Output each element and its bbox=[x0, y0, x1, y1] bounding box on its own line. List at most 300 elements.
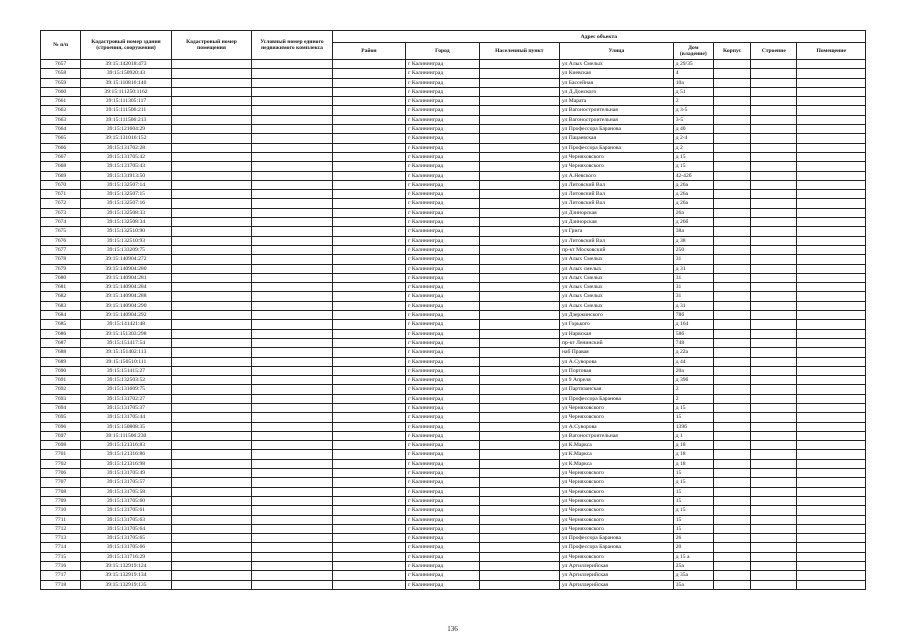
cell-district bbox=[332, 562, 405, 571]
cell-cadastral-premises bbox=[171, 506, 251, 515]
table-row bbox=[41, 152, 866, 161]
cell-house: 15 bbox=[673, 487, 713, 496]
cell-structure bbox=[751, 543, 797, 552]
cell-building bbox=[713, 292, 750, 301]
cell-conditional-number bbox=[252, 524, 332, 533]
cell-conditional-number bbox=[252, 496, 332, 505]
cell-locality bbox=[479, 125, 559, 134]
cell-cadastral-building: 39:15:131705:64 bbox=[81, 524, 172, 533]
cell-structure bbox=[751, 78, 797, 87]
cell-conditional-number bbox=[252, 478, 332, 487]
cell-cadastral-premises bbox=[171, 301, 251, 310]
cell-house: д 26б bbox=[673, 218, 713, 227]
cell-building bbox=[713, 329, 750, 338]
cell-num: 7701 bbox=[41, 450, 81, 459]
cell-conditional-number bbox=[252, 552, 332, 561]
cell-num: 7672 bbox=[41, 199, 81, 208]
cell-cadastral-building: 39:15:132919:134 bbox=[81, 571, 172, 580]
cell-conditional-number bbox=[252, 143, 332, 152]
cell-cadastral-premises bbox=[171, 236, 251, 245]
cell-city: г Калининград bbox=[406, 162, 479, 171]
cell-room bbox=[797, 320, 866, 329]
table-row bbox=[41, 255, 866, 264]
cell-structure bbox=[751, 571, 797, 580]
cell-num: 7667 bbox=[41, 152, 81, 161]
cell-district bbox=[332, 69, 405, 78]
cell-room bbox=[797, 180, 866, 189]
cell-num: 7688 bbox=[41, 348, 81, 357]
cell-structure bbox=[751, 199, 797, 208]
table-row bbox=[41, 506, 866, 515]
cell-city: г Калининград bbox=[406, 506, 479, 515]
cell-district bbox=[332, 143, 405, 152]
cell-street: наб Правая bbox=[560, 348, 674, 357]
cell-district bbox=[332, 348, 405, 357]
cell-num: 7707 bbox=[41, 478, 81, 487]
cell-house: 15 bbox=[673, 524, 713, 533]
cell-num: 7710 bbox=[41, 506, 81, 515]
cell-num: 7658 bbox=[41, 69, 81, 78]
cell-structure bbox=[751, 227, 797, 236]
cell-locality bbox=[479, 338, 559, 347]
cell-num: 7676 bbox=[41, 236, 81, 245]
cell-cadastral-building: 39:15:140904:272 bbox=[81, 255, 172, 264]
cell-cadastral-premises bbox=[171, 115, 251, 124]
table-row bbox=[41, 87, 866, 96]
table-row bbox=[41, 469, 866, 478]
cell-district bbox=[332, 283, 405, 292]
cell-city: г Калининград bbox=[406, 320, 479, 329]
cell-building bbox=[713, 87, 750, 96]
cell-num: 7669 bbox=[41, 171, 81, 180]
cell-building bbox=[713, 469, 750, 478]
cell-room bbox=[797, 450, 866, 459]
cell-building bbox=[713, 255, 750, 264]
cell-district bbox=[332, 320, 405, 329]
cell-cadastral-premises bbox=[171, 459, 251, 468]
cell-district bbox=[332, 152, 405, 161]
cell-conditional-number bbox=[252, 459, 332, 468]
cell-num: 7661 bbox=[41, 97, 81, 106]
cell-cadastral-premises bbox=[171, 134, 251, 143]
cell-locality bbox=[479, 580, 559, 589]
cell-house: 15 bbox=[673, 413, 713, 422]
cell-conditional-number bbox=[252, 543, 332, 552]
cell-num: 7696 bbox=[41, 422, 81, 431]
cell-street: ул Литовский Вал bbox=[560, 190, 674, 199]
table-row bbox=[41, 376, 866, 385]
cell-street: ул Литовский Вал bbox=[560, 180, 674, 189]
cell-structure bbox=[751, 190, 797, 199]
cell-num: 7678 bbox=[41, 255, 81, 264]
cell-district bbox=[332, 199, 405, 208]
cell-cadastral-premises bbox=[171, 366, 251, 375]
cell-building bbox=[713, 143, 750, 152]
cell-street: ул Горького bbox=[560, 320, 674, 329]
cell-structure bbox=[751, 236, 797, 245]
cell-cadastral-premises bbox=[171, 320, 251, 329]
cell-building bbox=[713, 478, 750, 487]
cell-building bbox=[713, 422, 750, 431]
cell-city: г Калининград bbox=[406, 441, 479, 450]
table-header bbox=[41, 31, 866, 60]
cell-room bbox=[797, 143, 866, 152]
cell-structure bbox=[751, 562, 797, 571]
cell-room bbox=[797, 97, 866, 106]
cell-house: 2 bbox=[673, 97, 713, 106]
cell-city: г Калининград bbox=[406, 97, 479, 106]
cell-house: 15 bbox=[673, 496, 713, 505]
cell-house: 15 bbox=[673, 469, 713, 478]
cell-building bbox=[713, 171, 750, 180]
cell-structure bbox=[751, 180, 797, 189]
cell-num: 7687 bbox=[41, 338, 81, 347]
cell-locality bbox=[479, 78, 559, 87]
header-building: Корпус bbox=[713, 43, 750, 60]
cell-structure bbox=[751, 496, 797, 505]
cell-city: г Калининград bbox=[406, 366, 479, 375]
cell-house: д 18 bbox=[673, 441, 713, 450]
cell-locality bbox=[479, 190, 559, 199]
cell-room bbox=[797, 580, 866, 589]
cell-street: ул Алых Смелых bbox=[560, 60, 674, 69]
cell-city: г Калининград bbox=[406, 218, 479, 227]
cell-conditional-number bbox=[252, 134, 332, 143]
cell-city: г Калининград bbox=[406, 171, 479, 180]
cell-locality bbox=[479, 357, 559, 366]
cell-district bbox=[332, 115, 405, 124]
cell-building bbox=[713, 580, 750, 589]
cell-house: 31 bbox=[673, 273, 713, 282]
cell-district bbox=[332, 273, 405, 282]
cell-house: д 40 bbox=[673, 125, 713, 134]
cell-room bbox=[797, 562, 866, 571]
cell-house: 26 bbox=[673, 534, 713, 543]
header-structure: Строение bbox=[751, 43, 797, 60]
table-row bbox=[41, 441, 866, 450]
table-row bbox=[41, 301, 866, 310]
cell-room bbox=[797, 431, 866, 440]
cell-num: 7691 bbox=[41, 376, 81, 385]
cell-house: 748 bbox=[673, 338, 713, 347]
cell-cadastral-building: 39:15:131016:152 bbox=[81, 134, 172, 143]
cell-conditional-number bbox=[252, 385, 332, 394]
cell-structure bbox=[751, 115, 797, 124]
cell-locality bbox=[479, 106, 559, 115]
cell-num: 7694 bbox=[41, 403, 81, 412]
cell-cadastral-building: 39:15:141421:48 bbox=[81, 320, 172, 329]
cell-cadastral-building: 39:15:131705:66 bbox=[81, 543, 172, 552]
cell-room bbox=[797, 571, 866, 580]
cell-street: ул Артиллерийская bbox=[560, 562, 674, 571]
cell-city: г Калининград bbox=[406, 403, 479, 412]
cell-city: г Калининград bbox=[406, 348, 479, 357]
cell-conditional-number bbox=[252, 338, 332, 347]
table-row bbox=[41, 543, 866, 552]
cell-cadastral-building: 39:15:132503:52 bbox=[81, 376, 172, 385]
cell-house: д 38 bbox=[673, 236, 713, 245]
cell-cadastral-premises bbox=[171, 403, 251, 412]
cell-street: ул Профессора Баранова bbox=[560, 543, 674, 552]
cell-room bbox=[797, 301, 866, 310]
cell-building bbox=[713, 348, 750, 357]
cell-district bbox=[332, 413, 405, 422]
cell-num: 7683 bbox=[41, 301, 81, 310]
cell-house: д 22а bbox=[673, 348, 713, 357]
cell-street: ул Черняховского bbox=[560, 552, 674, 561]
cell-locality bbox=[479, 394, 559, 403]
cell-city: г Калининград bbox=[406, 152, 479, 161]
cell-conditional-number bbox=[252, 115, 332, 124]
cell-structure bbox=[751, 208, 797, 217]
cell-district bbox=[332, 441, 405, 450]
table-row bbox=[41, 180, 866, 189]
cell-house: д 39б bbox=[673, 376, 713, 385]
cell-conditional-number bbox=[252, 162, 332, 171]
cell-num: 7715 bbox=[41, 552, 81, 561]
cell-district bbox=[332, 515, 405, 524]
cell-room bbox=[797, 292, 866, 301]
table-row bbox=[41, 487, 866, 496]
cell-num: 7718 bbox=[41, 580, 81, 589]
cell-num: 7659 bbox=[41, 78, 81, 87]
cell-conditional-number bbox=[252, 348, 332, 357]
cell-num: 7716 bbox=[41, 562, 81, 571]
cell-locality bbox=[479, 571, 559, 580]
cell-structure bbox=[751, 152, 797, 161]
cell-num: 7698 bbox=[41, 441, 81, 450]
cell-cadastral-building: 39:15:132510:93 bbox=[81, 236, 172, 245]
table-row bbox=[41, 245, 866, 254]
cell-conditional-number bbox=[252, 97, 332, 106]
cell-house: 20а bbox=[673, 366, 713, 375]
cell-cadastral-premises bbox=[171, 227, 251, 236]
cell-num: 7680 bbox=[41, 273, 81, 282]
cell-cadastral-building: 39:15:131705:61 bbox=[81, 506, 172, 515]
cell-locality bbox=[479, 152, 559, 161]
cell-conditional-number bbox=[252, 580, 332, 589]
cell-street: ул Черняховского bbox=[560, 403, 674, 412]
cell-building bbox=[713, 487, 750, 496]
cell-district bbox=[332, 236, 405, 245]
cell-room bbox=[797, 199, 866, 208]
cell-locality bbox=[479, 171, 559, 180]
cell-house: 20 bbox=[673, 543, 713, 552]
cell-room bbox=[797, 376, 866, 385]
cell-structure bbox=[751, 366, 797, 375]
cell-house: 250 bbox=[673, 245, 713, 254]
cell-house: 4 bbox=[673, 69, 713, 78]
cell-cadastral-premises bbox=[171, 255, 251, 264]
cell-num: 7692 bbox=[41, 385, 81, 394]
cell-cadastral-premises bbox=[171, 385, 251, 394]
cell-cadastral-premises bbox=[171, 338, 251, 347]
cell-room bbox=[797, 478, 866, 487]
cell-locality bbox=[479, 385, 559, 394]
cell-cadastral-building: 39:15:131705:49 bbox=[81, 469, 172, 478]
cell-cadastral-building: 39:15:140904:280 bbox=[81, 264, 172, 273]
table-row bbox=[41, 366, 866, 375]
cell-street: ул Черняховского bbox=[560, 496, 674, 505]
cell-building bbox=[713, 394, 750, 403]
cell-structure bbox=[751, 255, 797, 264]
cell-building bbox=[713, 431, 750, 440]
cell-cadastral-premises bbox=[171, 199, 251, 208]
cell-house: д 15 bbox=[673, 162, 713, 171]
cell-street: ул Черняховского bbox=[560, 413, 674, 422]
cell-room bbox=[797, 487, 866, 496]
cell-conditional-number bbox=[252, 562, 332, 571]
cell-cadastral-building: 39:15:121316:83 bbox=[81, 441, 172, 450]
cell-cadastral-premises bbox=[171, 152, 251, 161]
cell-house: д 26а bbox=[673, 190, 713, 199]
cell-structure bbox=[751, 469, 797, 478]
cell-conditional-number bbox=[252, 236, 332, 245]
cell-cadastral-premises bbox=[171, 450, 251, 459]
cell-building bbox=[713, 227, 750, 236]
cell-cadastral-premises bbox=[171, 487, 251, 496]
cell-structure bbox=[751, 348, 797, 357]
cell-num: 7673 bbox=[41, 208, 81, 217]
cell-city: г Калининград bbox=[406, 125, 479, 134]
cell-room bbox=[797, 125, 866, 134]
cell-locality bbox=[479, 245, 559, 254]
cell-structure bbox=[751, 524, 797, 533]
cell-num: 7695 bbox=[41, 413, 81, 422]
cell-room bbox=[797, 227, 866, 236]
cell-cadastral-building: 39:15:151402:113 bbox=[81, 348, 172, 357]
cell-room bbox=[797, 459, 866, 468]
cell-city: г Калининград bbox=[406, 580, 479, 589]
cell-house: д 2-4 bbox=[673, 134, 713, 143]
cell-building bbox=[713, 115, 750, 124]
cell-room bbox=[797, 515, 866, 524]
cell-city: г Калининград bbox=[406, 143, 479, 152]
cell-cadastral-premises bbox=[171, 162, 251, 171]
cell-locality bbox=[479, 227, 559, 236]
cell-num: 7679 bbox=[41, 264, 81, 273]
cell-structure bbox=[751, 552, 797, 561]
cell-locality bbox=[479, 292, 559, 301]
cell-building bbox=[713, 301, 750, 310]
cell-room bbox=[797, 264, 866, 273]
cell-street: ул Литовский Вал bbox=[560, 199, 674, 208]
cell-district bbox=[332, 469, 405, 478]
cell-street: ул Бассейная bbox=[560, 78, 674, 87]
cell-conditional-number bbox=[252, 469, 332, 478]
cell-num: 7684 bbox=[41, 311, 81, 320]
cell-locality bbox=[479, 273, 559, 282]
cell-conditional-number bbox=[252, 218, 332, 227]
cell-building bbox=[713, 283, 750, 292]
cell-district bbox=[332, 571, 405, 580]
cell-num: 7671 bbox=[41, 190, 81, 199]
cell-cadastral-premises bbox=[171, 143, 251, 152]
cell-locality bbox=[479, 255, 559, 264]
header-cadastral-building: Кадастровый номер здания (строения, сооружения) bbox=[81, 31, 172, 60]
cell-city: г Калининград bbox=[406, 264, 479, 273]
cell-building bbox=[713, 459, 750, 468]
cell-cadastral-premises bbox=[171, 534, 251, 543]
cell-conditional-number bbox=[252, 301, 332, 310]
cell-conditional-number bbox=[252, 190, 332, 199]
cell-room bbox=[797, 87, 866, 96]
cell-city: г Калининград bbox=[406, 562, 479, 571]
cell-structure bbox=[751, 357, 797, 366]
cell-district bbox=[332, 190, 405, 199]
cell-house: 42-42б bbox=[673, 171, 713, 180]
cell-conditional-number bbox=[252, 422, 332, 431]
cell-street: ул А.Суворова bbox=[560, 422, 674, 431]
cell-city: г Калининград bbox=[406, 431, 479, 440]
cell-cadastral-building: 39:15:132507:14 bbox=[81, 180, 172, 189]
cell-city: г Калининград bbox=[406, 236, 479, 245]
cell-conditional-number bbox=[252, 376, 332, 385]
cell-locality bbox=[479, 218, 559, 227]
cell-structure bbox=[751, 301, 797, 310]
cell-room bbox=[797, 534, 866, 543]
table-row bbox=[41, 562, 866, 571]
cell-locality bbox=[479, 264, 559, 273]
cell-district bbox=[332, 450, 405, 459]
cell-cadastral-building: 39:15:111250:1162 bbox=[81, 87, 172, 96]
cell-building bbox=[713, 320, 750, 329]
cell-district bbox=[332, 329, 405, 338]
cell-building bbox=[713, 134, 750, 143]
table-row bbox=[41, 580, 866, 589]
cell-city: г Калининград bbox=[406, 87, 479, 96]
cell-conditional-number bbox=[252, 125, 332, 134]
table-row bbox=[41, 552, 866, 561]
cell-cadastral-premises bbox=[171, 496, 251, 505]
cell-room bbox=[797, 543, 866, 552]
cell-cadastral-building: 39:15:151417:54 bbox=[81, 338, 172, 347]
cell-structure bbox=[751, 162, 797, 171]
cell-building bbox=[713, 236, 750, 245]
cell-street: ул Алых смелых bbox=[560, 264, 674, 273]
cell-cadastral-building: 39:15:131705:63 bbox=[81, 515, 172, 524]
cell-house: д 31 bbox=[673, 264, 713, 273]
cell-room bbox=[797, 311, 866, 320]
cell-city: г Калининград bbox=[406, 515, 479, 524]
cell-locality bbox=[479, 487, 559, 496]
cell-cadastral-building: 39:15:132510:90 bbox=[81, 227, 172, 236]
table-row bbox=[41, 292, 866, 301]
cell-num: 7712 bbox=[41, 524, 81, 533]
cell-street: ул Дзержинского bbox=[560, 311, 674, 320]
table-row bbox=[41, 338, 866, 347]
cell-street: ул А.Невского bbox=[560, 171, 674, 180]
cell-street: ул Профессора Баранова bbox=[560, 125, 674, 134]
cell-building bbox=[713, 264, 750, 273]
cell-cadastral-premises bbox=[171, 190, 251, 199]
cell-cadastral-building: 39:15:131705:65 bbox=[81, 534, 172, 543]
cell-building bbox=[713, 496, 750, 505]
cell-structure bbox=[751, 506, 797, 515]
table-row bbox=[41, 78, 866, 87]
cell-building bbox=[713, 311, 750, 320]
cell-street: ул Дзинорская bbox=[560, 208, 674, 217]
cell-building bbox=[713, 552, 750, 561]
cell-conditional-number bbox=[252, 273, 332, 282]
cell-locality bbox=[479, 143, 559, 152]
cell-conditional-number bbox=[252, 87, 332, 96]
cell-cadastral-premises bbox=[171, 357, 251, 366]
cell-cadastral-building: 39:15:150920:43 bbox=[81, 69, 172, 78]
cell-structure bbox=[751, 143, 797, 152]
cell-street: ул Черняховского bbox=[560, 469, 674, 478]
cell-num: 7670 bbox=[41, 180, 81, 189]
